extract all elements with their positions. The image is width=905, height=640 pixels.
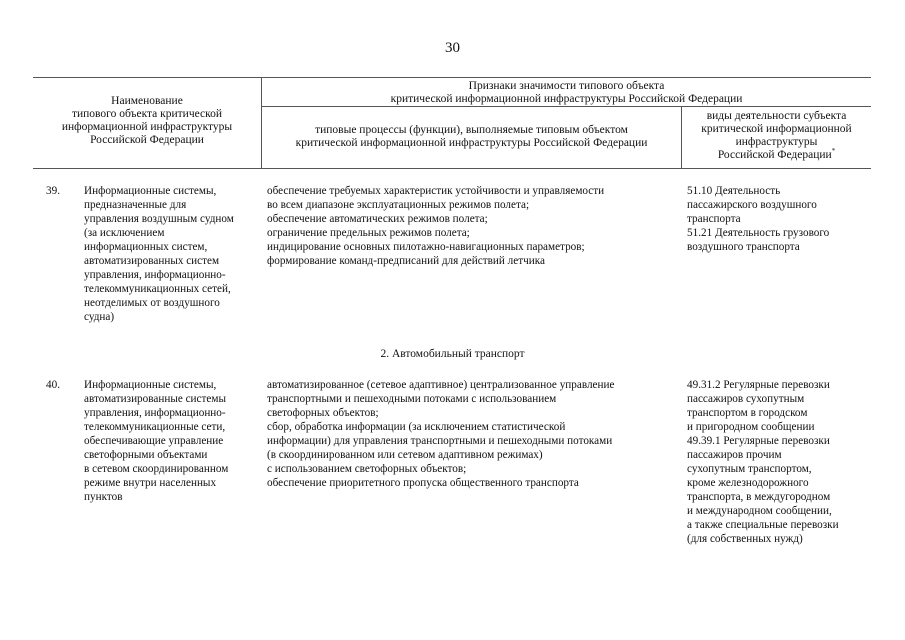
row-activity-line: кроме железнодорожного xyxy=(687,477,809,489)
row-process-line: транспортными и пешеходными потоками с использованием xyxy=(267,393,557,405)
row-name-line: управления воздушным судном xyxy=(84,213,234,225)
row-process-line: ограничение предельных режимов полета; xyxy=(267,227,470,239)
header-group-rule xyxy=(262,106,871,107)
row-name-line: телекоммуникационных сетей, xyxy=(84,283,231,295)
row-process-line: обеспечение приоритетного пропуска общественного транспорта xyxy=(267,477,579,489)
row-name-line: режиме внутри населенных xyxy=(84,477,217,489)
row-activity-line: пассажиров сухопутным xyxy=(687,393,805,405)
row-name-line: телекоммуникационные сети, xyxy=(84,421,226,433)
row-activity-line: 51.10 Деятельность xyxy=(687,185,781,197)
page-number: 30 xyxy=(445,40,460,56)
header-activities-line: критической информационной xyxy=(701,123,852,135)
row-activity-line: воздушного транспорта xyxy=(687,241,800,253)
row-activity-line: и пригородном сообщении xyxy=(687,421,815,433)
header-group-line: Признаки значимости типового объекта xyxy=(468,80,665,92)
header-name-line: типового объекта критической xyxy=(71,108,223,120)
row-process-line: (в скоординированном или сетевом адаптивном режимах) xyxy=(267,449,543,461)
row-name-line: автоматизированных систем xyxy=(84,255,220,267)
header-name-line: информационной инфраструктуры xyxy=(61,121,233,133)
row-activity-line: 49.31.2 Регулярные перевозки xyxy=(687,379,830,391)
row-name-line: информационных систем, xyxy=(84,241,208,253)
row-name-line: предназначенные для xyxy=(84,199,187,211)
header-processes-line: типовые процессы (функции), выполняемые типовым объектом xyxy=(315,124,628,136)
header-group-line: критической информационной инфраструктуры Российской Федерации xyxy=(390,93,743,105)
header-processes-column xyxy=(262,124,681,150)
row-name-line: Информационные системы, xyxy=(84,379,217,391)
row-39-name xyxy=(84,184,234,324)
row-activity-line: транспорта xyxy=(687,213,741,225)
row-name-line: (за исключением xyxy=(84,227,165,239)
row-process-line: во всем диапазоне эксплуатационных режимов полета; xyxy=(267,199,530,211)
header-name-column xyxy=(33,95,261,147)
row-40-name xyxy=(84,378,228,504)
row-39-activities xyxy=(687,184,829,254)
row-name-line: управления, информационно- xyxy=(84,407,226,419)
row-activity-line: транспортом в городском xyxy=(687,407,808,419)
header-activities-line: виды деятельности субъекта xyxy=(706,110,847,122)
row-activity-line: и международном сообщении, xyxy=(687,505,832,517)
header-activities-line xyxy=(682,149,871,162)
row-process-line: обеспечение автоматических режимов полета; xyxy=(267,213,488,225)
row-name-line: автоматизированные системы xyxy=(84,393,226,405)
row-activity-line: 51.21 Деятельность грузового xyxy=(687,227,830,239)
header-bottom-rule xyxy=(33,168,871,169)
header-activities-line: инфраструктуры xyxy=(735,136,818,148)
row-name-line: в сетевом скоординированном xyxy=(84,463,229,475)
header-name-line: Наименование xyxy=(111,95,183,107)
header-activities-last: Российской Федерации xyxy=(717,149,832,161)
row-activity-line: сухопутным транспортом, xyxy=(687,463,812,475)
row-40-processes xyxy=(267,378,614,490)
row-40-number: 40. xyxy=(46,379,60,391)
row-39-number: 39. xyxy=(46,185,60,197)
row-process-line: информации) для управления транспортными и пешеходными потоками xyxy=(267,435,613,447)
row-activity-line: (для собственных нужд) xyxy=(687,533,803,545)
row-process-line: с использованием светофорных объектов; xyxy=(267,463,467,475)
table-top-rule xyxy=(33,77,871,78)
header-name-line: Российской Федерации xyxy=(90,134,204,146)
section-title: 2. Автомобильный транспорт xyxy=(380,348,525,360)
row-name-line: обеспечивающие управление xyxy=(84,435,224,447)
row-process-line: автоматизированное (сетевое адаптивное) централизованное управление xyxy=(267,379,615,391)
header-group-title xyxy=(262,80,871,106)
row-activity-line: 49.39.1 Регулярные перевозки xyxy=(687,435,830,447)
header-processes-line: критической информационной инфраструктуры Российской Федерации xyxy=(295,137,648,149)
row-activity-line: а также специальные перевозки xyxy=(687,519,839,531)
row-name-line: судна) xyxy=(84,311,115,323)
row-name-line: пунктов xyxy=(84,491,123,503)
row-activity-line: пассажирского воздушного xyxy=(687,199,817,211)
row-process-line: формирование команд-предписаний для действий летчика xyxy=(267,255,545,267)
row-process-line: сбор, обработка информации (за исключением статистической xyxy=(267,421,566,433)
row-process-line: индицирование основных пилотажно-навигационных параметров; xyxy=(267,241,585,253)
row-activity-line: транспорта, в междугородном xyxy=(687,491,831,503)
row-name-line: управления, информационно- xyxy=(84,269,226,281)
row-39-processes xyxy=(267,184,604,268)
row-name-line: светофорными объектами xyxy=(84,449,208,461)
row-activity-line: пассажиров прочим xyxy=(687,449,782,461)
footnote-mark: * xyxy=(831,147,836,156)
row-process-line: обеспечение требуемых характеристик устойчивости и управляемости xyxy=(267,185,605,197)
row-process-line: светофорных объектов; xyxy=(267,407,379,419)
row-name-line: неотделимых от воздушного xyxy=(84,297,220,309)
header-activities-column xyxy=(682,110,871,162)
row-40-activities xyxy=(687,378,839,546)
row-name-line: Информационные системы, xyxy=(84,185,217,197)
